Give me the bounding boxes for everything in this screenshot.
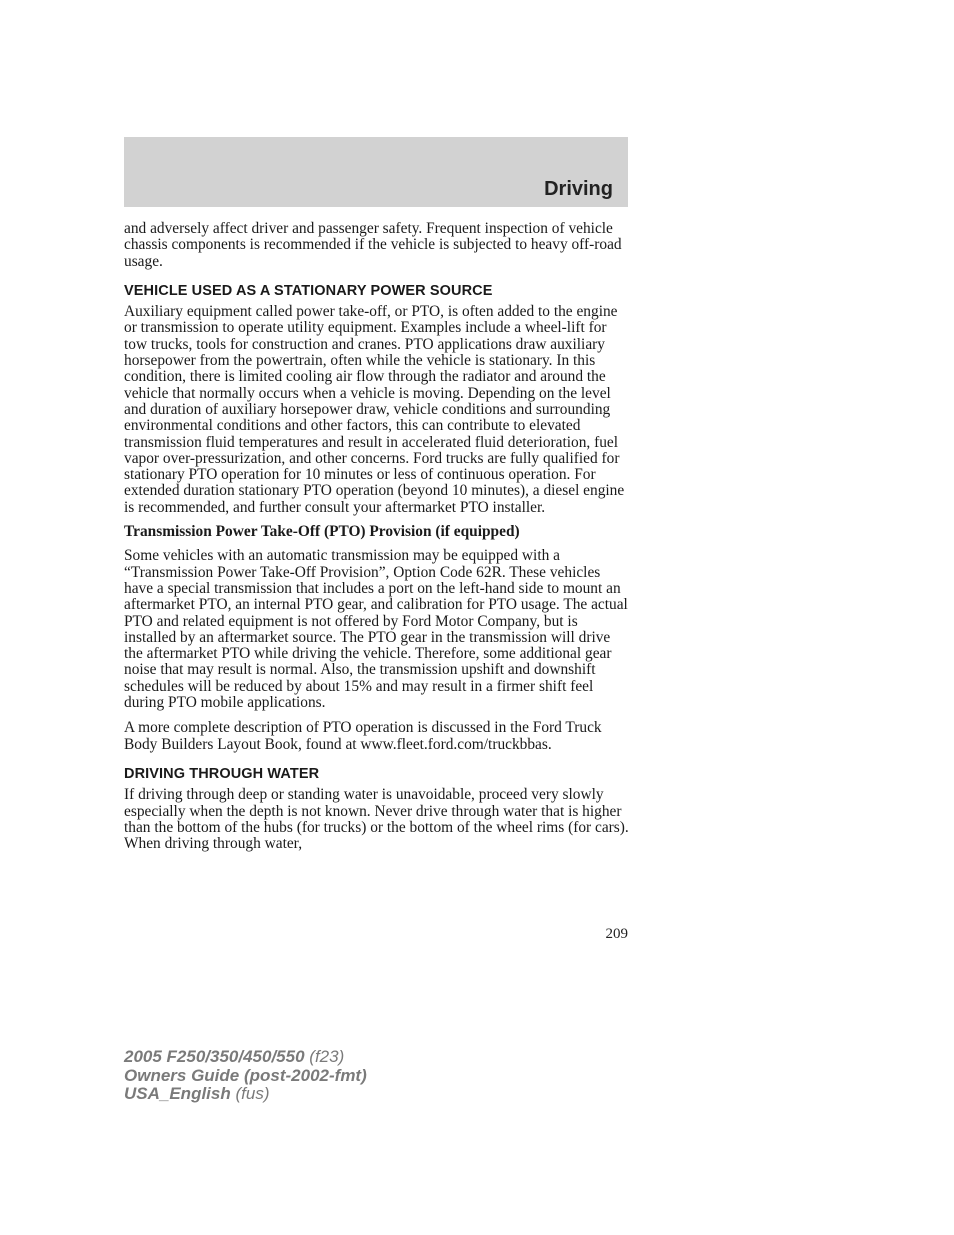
water-paragraph: If driving through deep or standing water is unavoidable, proceed very slowly especially when the depth is not known. Never drive through water that is higher than the bottom of the hubs (for trucks) or the bottom of the wheel rims (for cars). When driving through water, xyxy=(124,786,629,853)
transmission-pto-subheading: Transmission Power Take-Off (PTO) Provision (if equipped) xyxy=(124,523,520,541)
footer-language: USA_English xyxy=(124,1084,231,1103)
footer-line-guide xyxy=(124,1067,367,1086)
water-heading: DRIVING THROUGH WATER xyxy=(124,765,320,782)
footer-line-model xyxy=(124,1048,367,1067)
transmission-pto-paragraph: Some vehicles with an automatic transmission may be equipped with a “Transmission Power Take-Off Provision”, Option Code 62R. These vehicles have a special transmission that includes a port on the left-hand side to mount an aftermarket PTO, an internal PTO gear, and calibration for PTO usage. The actual PTO and related equipment is not offered by Ford Motor Company, but is installed by an aftermarket source. The PTO gear in the transmission will drive the aftermarket PTO while driving the vehicle. Therefore, some additional gear noise that may result is normal. Also, the transmission upshift and downshift schedules will be reduced by about 15% and may result in a firmer shift feel during PTO mobile applications. xyxy=(124,547,628,712)
footer-model: 2005 F250/350/450/550 xyxy=(124,1047,305,1066)
intro-paragraph: and adversely affect driver and passenger safety. Frequent inspection of vehicle chassis components is recommended if the vehicle is subjected to heavy off-road usage. xyxy=(124,220,622,270)
footer-model-code: (f23) xyxy=(309,1047,345,1066)
section-title: Driving xyxy=(544,178,613,200)
footer-guide: Owners Guide (post-2002-fmt) xyxy=(124,1065,367,1085)
footer-line-language xyxy=(124,1085,367,1104)
section-header-band xyxy=(124,137,628,207)
pto-reference-paragraph: A more complete description of PTO operation is discussed in the Ford Truck Body Builders Layout Book, found at www.fleet.ford.com/truckbbas. xyxy=(124,719,602,753)
document-footer xyxy=(124,1048,367,1104)
pto-heading: VEHICLE USED AS A STATIONARY POWER SOURCE xyxy=(124,282,493,299)
footer-language-code: (fus) xyxy=(235,1084,270,1103)
page-number: 209 xyxy=(605,926,628,942)
pto-paragraph: Auxiliary equipment called power take-off, or PTO, is often added to the engine or transmission to operate utility equipment. Examples include a wheel-lift for tow trucks, tools for construction and cranes. PTO applications draw auxiliary horsepower from the powertrain, often while the vehicle is stationary. In this condition, there is limited cooling air flow through the radiator and around the vehicle that normally occurs when a vehicle is moving. Depending on the level and duration of auxiliary horsepower draw, vehicle conditions and surrounding environmental conditions and other factors, this can contribute to elevated transmission fluid temperatures and result in accelerated fluid deterioration, fuel vapor over-pressurization, and other concerns. Ford trucks are fully qualified for stationary PTO operation for 10 minutes or less of continuous operation. For extended duration stationary PTO operation (beyond 10 minutes), a diesel engine is recommended, and further consult your aftermarket PTO installer. xyxy=(124,303,625,516)
page-content xyxy=(124,221,630,858)
